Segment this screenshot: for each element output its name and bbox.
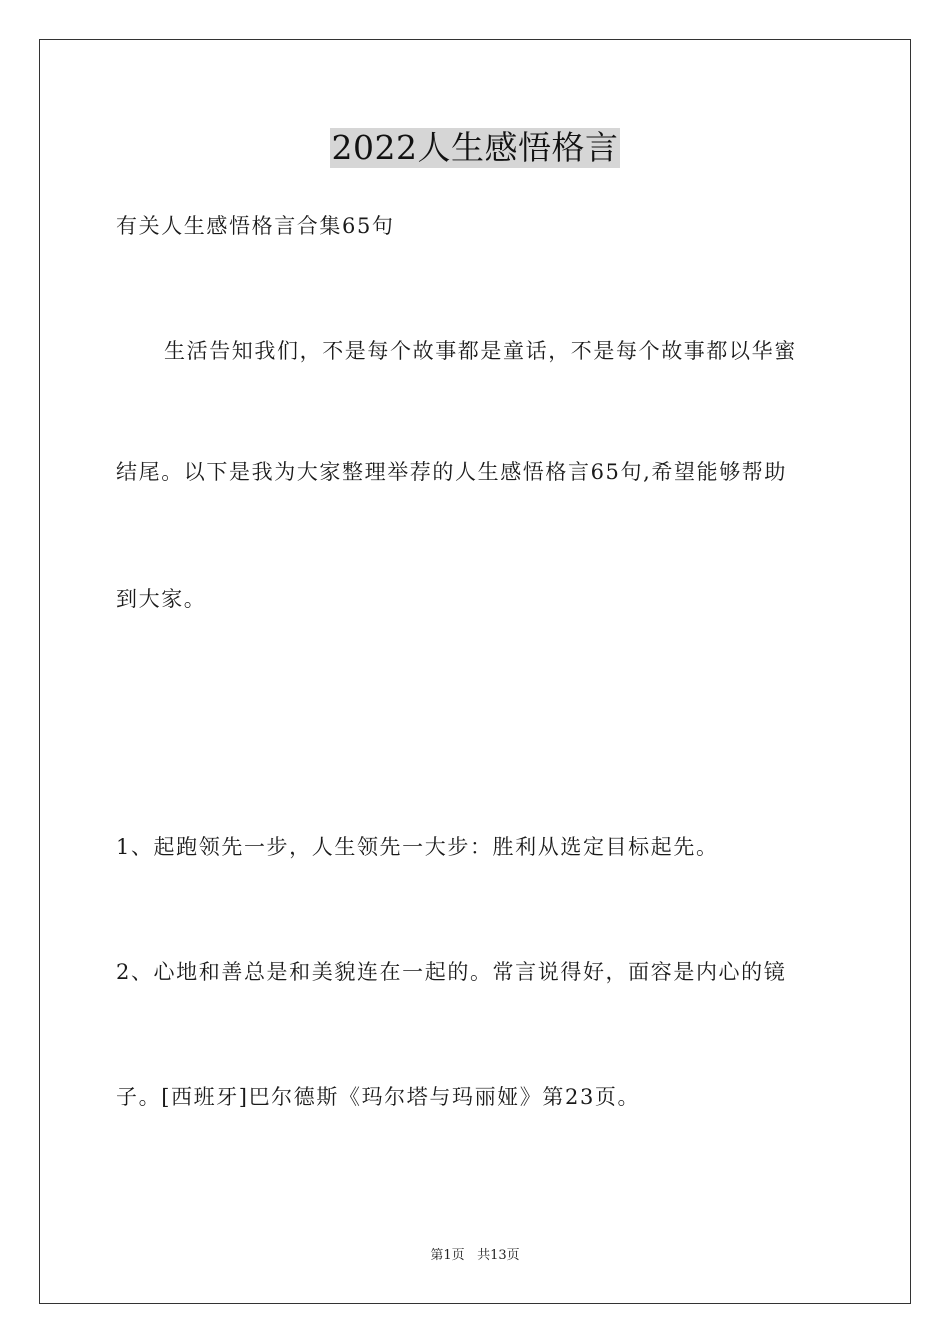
- quote-item-2-line-1: 2、心地和善总是和美貌连在一起的。常言说得好，面容是内心的镜: [116, 960, 787, 984]
- title-container: [0, 128, 950, 168]
- page-number: 第1页: [430, 1248, 465, 1263]
- quote-item-2-line-2: 子。[西班牙]巴尔德斯《玛尔塔与玛丽娅》第23页。: [116, 1085, 641, 1109]
- paragraph-line-2: 结尾。以下是我为大家整理举荐的人生感悟格言65句,希望能够帮助: [116, 460, 787, 484]
- page-footer: [0, 1247, 950, 1265]
- quote-item-1: 1、起跑领先一步，人生领先一大步：胜利从选定目标起先。: [116, 835, 719, 859]
- document-subtitle: 有关人生感悟格言合集65句: [116, 214, 395, 238]
- paragraph-line-1: 生活告知我们，不是每个故事都是童话，不是每个故事都以华蜜: [164, 339, 797, 363]
- total-pages: 共13页: [477, 1248, 520, 1263]
- paragraph-line-3: 到大家。: [116, 587, 207, 611]
- document-title: 2022人生感悟格言: [331, 128, 619, 167]
